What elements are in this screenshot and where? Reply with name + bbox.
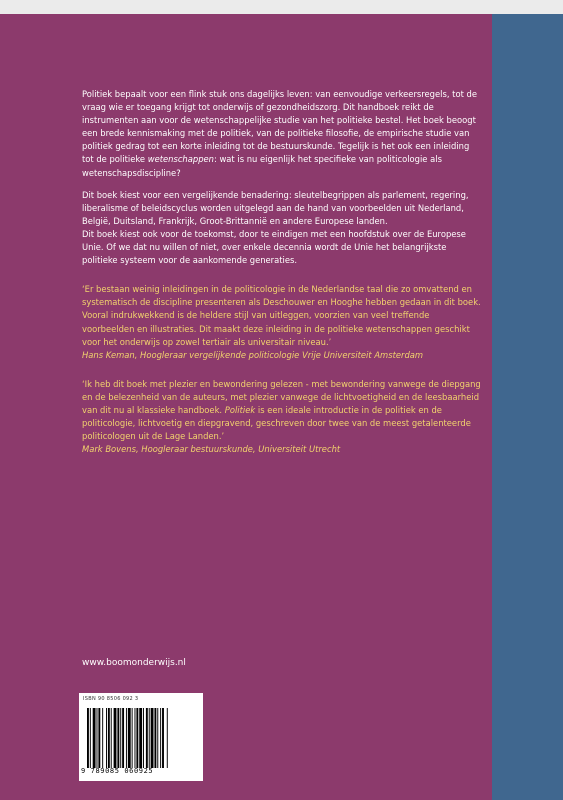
cover-text (82, 88, 482, 464)
quote-emphasis: Politiek (224, 404, 256, 415)
future-paragraph: Dit boek kiest ook voor de toekomst, door te eindigen met een hoofdstuk over de Europese Unie. Of we dat nu willen of niet, over enkele decennia wordt de Unie het belangrijkste politieke systeem voor de aankomende generaties. (82, 228, 466, 266)
intro-emphasis: wetenschappen (147, 154, 214, 165)
barcode-box (79, 693, 203, 781)
barcode-number: 9 789085 060925 (81, 767, 154, 775)
intro-text: Politiek bepaalt voor een flink stuk ons dagelijks leven: van eenvoudige verkeersregels, tot de vraag wie er toegang krijgt tot onderwijs of gezondheidszorg. Dit handboek reikt de instrumenten aan voor de wetenschappelijke studie van het politieke bestel. Het boek beoogt een brede kennismaking met de politiek, van de politieke filosofie, de empirische studie van politiek gedrag tot een korte inleiding tot de bestuurskunde. Tegelijk is het ook een inleiding tot de politieke (82, 89, 477, 165)
quote-attribution: Mark Bovens, Hoogleraar bestuurskunde, Universiteit Utrecht (82, 444, 341, 455)
quote-attribution: Hans Keman, Hoogleraar vergelijkende politicologie Vrije Universiteit Amsterdam (82, 349, 424, 360)
quote-text: ‘Er bestaan weinig inleidingen in de politicologie in de Nederlandse taal die zo omvattend en systematisch de discipline presenteren als Deschouwer en Hooghe hebben gedaan in dit boek. Vooral indrukwekkend is de heldere stijl van uitleggen, voorzien van veel treffende voorbeelden en illustraties. Dit maakt deze inleiding in de politieke wetenschappen geschikt voor het onderwijs op zowel tertiair als universitair niveau.’ (82, 284, 481, 347)
isbn-label: ISBN 90 8506 092 3 (83, 696, 139, 702)
quote-text (82, 378, 482, 443)
intro-paragraph (82, 88, 482, 180)
barcode-icon (87, 708, 197, 768)
quote-text-part: is een ideale introductie in de politiek en de politicologie, lichtvoetig en diepgravend, geschreven door twee van de meest getalenteerde politicologen uit de Lage Landen.’ (82, 404, 471, 442)
quote-text-part: ‘Ik heb dit boek met plezier en bewondering gelezen - met bewondering vanwege de diepgang en de belezenheid van de auteurs, met plezier vanwege de lichtvoetigheid en de leesbaarheid van dit nu al klassieke handboek. (82, 378, 481, 415)
intro-text-end: : wat is nu eigenlijk het specifieke van politicologie als wetenschapsdiscipline? (82, 154, 442, 178)
publisher-url[interactable]: www.boomonderwijs.nl (82, 658, 186, 668)
review-quote-1 (82, 283, 482, 362)
spine-strip (492, 14, 563, 800)
approach-block (82, 189, 482, 268)
approach-paragraph: Dit boek kiest voor een vergelijkende benadering: sleutelbegrippen als parlement, regering, liberalisme of beleidscyclus worden uitgelegd aan de hand van voorbeelden uit Nederland, België, Duitsland, Frankrijk, Groot-Brittannië en andere Europese landen. (82, 189, 469, 226)
review-quote-2 (82, 378, 482, 457)
